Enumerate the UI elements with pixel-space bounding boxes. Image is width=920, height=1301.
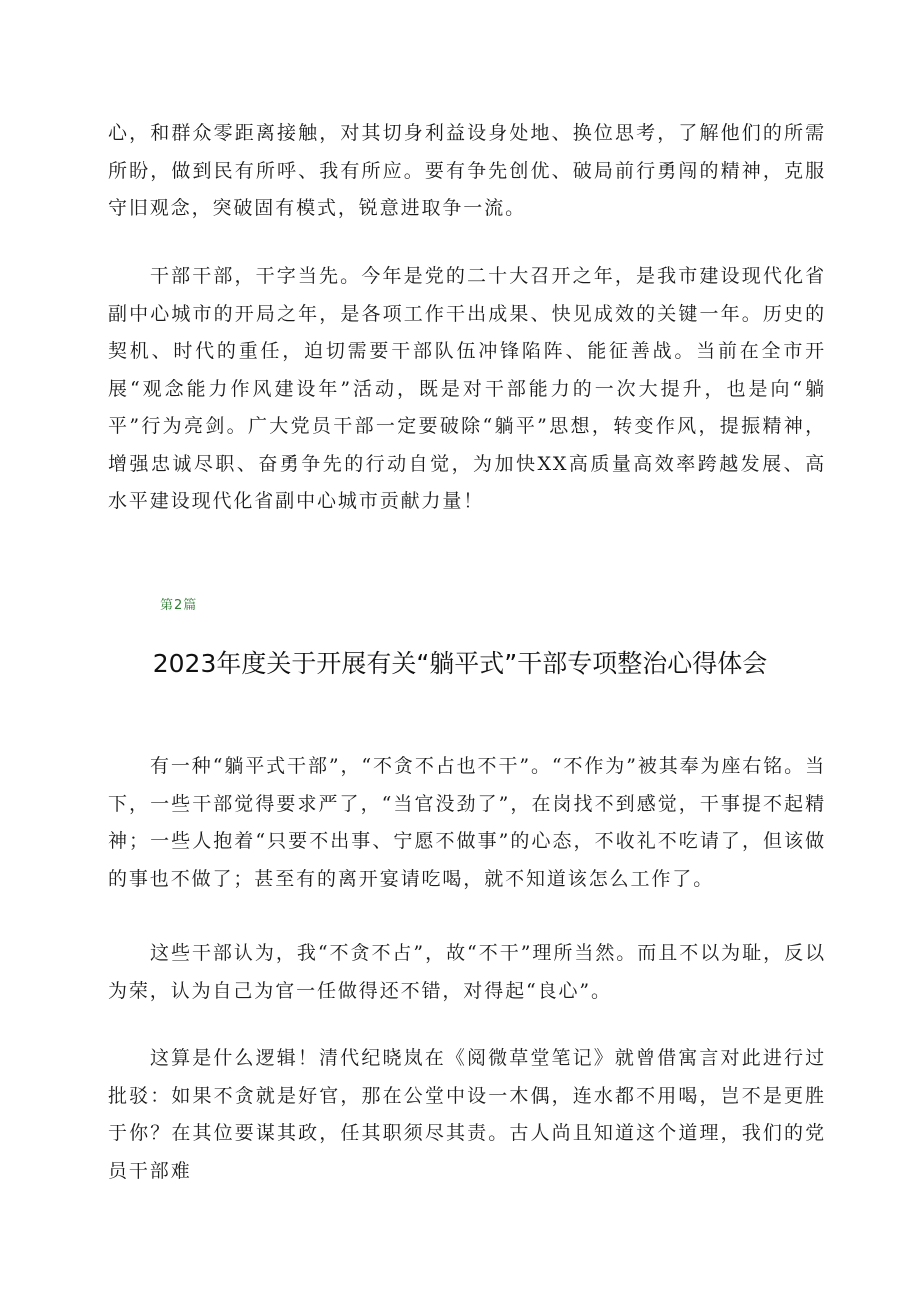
body-paragraph-5: 这算是什么逻辑！清代纪晓岚在《阅微草堂笔记》就曾借寓言对此进行过批驳：如果不贪就是好官，那在公堂中设一木偶，连水都不用喝，岂不是更胜于你？在其位要谋其政，任其职须尽其责。古人尚且知道这个道理，我们的党员干部难 <box>108 1047 826 1182</box>
body-paragraph-3: 有一种“躺平式干部”，“不贪不占也不干”。“不作为”被其奉为座右铭。当下，一些干部觉得要求严了，“当官没劲了”，在岗找不到感觉，干事提不起精神；一些人抱着“只要不出事、宁愿不做事”的心态，不收礼不吃请了，但该做的事也不做了；甚至有的离开宴请吃喝，就不知道该怎么工作了。 <box>108 755 826 890</box>
body-paragraph-1: 心，和群众零距离接触，对其切身利益设身处地、换位思考，了解他们的所需所盼，做到民有所呼、我有所应。要有争先创优、破局前行勇闯的精神，克服守旧观念，突破固有模式，锐意进取争一流。 <box>108 122 826 219</box>
section-label: 第2篇 <box>160 598 198 613</box>
body-paragraph-2: 干部干部，干字当先。今年是党的二十大召开之年，是我市建设现代化省副中心城市的开局之年，是各项工作干出成果、快见成效的关键一年。历史的契机、时代的重任，迫切需要干部队伍冲锋陷阵、能征善战。当前在全市开展“观念能力作风建设年”活动，既是对干部能力的一次大提升，也是向“躺平”行为亮剑。广大党员干部一定要破除“躺平”思想，转变作风，提振精神，增强忠诚尽职、奋勇争先的行动自觉，为加快XX高质量高效率跨越发展、高水平建设现代化省副中心城市贡献力量！ <box>108 265 826 512</box>
article-title: 2023年度关于开展有关“躺平式”干部专项整治心得体会 <box>152 649 768 678</box>
body-paragraph-4: 这些干部认为，我“不贪不占”，故“不干”理所当然。而且不以为耻，反以为荣，认为自己为官一任做得还不错，对得起“良心”。 <box>108 942 826 1002</box>
